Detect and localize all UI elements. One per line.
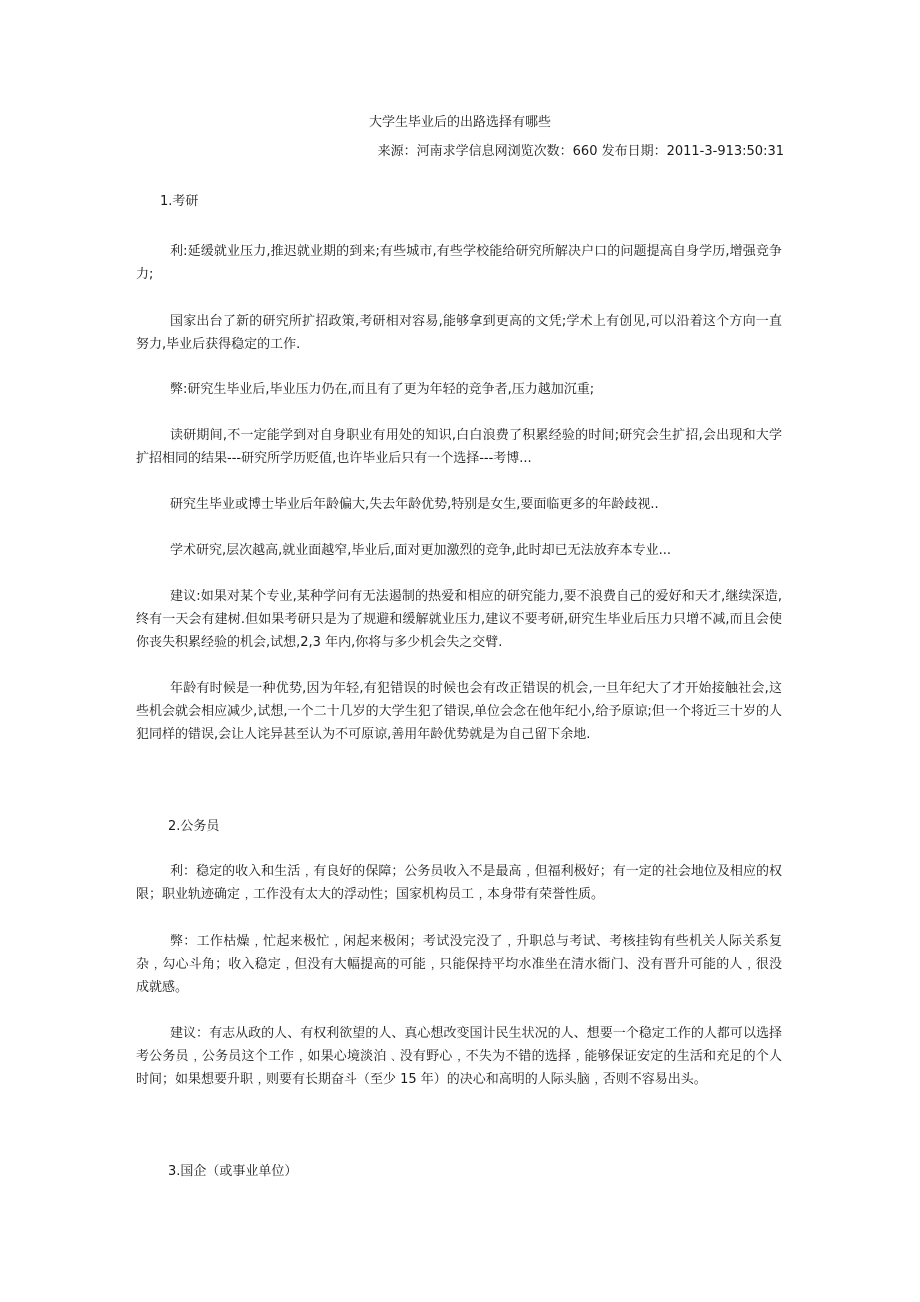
paragraph: 弊：工作枯燥﹐忙起来极忙﹐闲起来极闲；考试没完没了﹐升职总与考试、考核挂钩有些机关人际关系复杂﹐勾心斗角；收入稳定﹐但没有大幅提高的可能﹐只能保持平均水准坐在清水衙门、没有晋升可能的人﹐很没成就感。 <box>136 934 782 995</box>
paragraph: 建议:如果对某个专业,某种学问有无法遏制的热爱和相应的研究能力,要不浪费自己的爱好和天才,继续深造,终有一天会有建树.但如果考研只是为了规避和缓解就业压力,建议不要考研,研究生毕业后压力只增不减,而且会使你丧失积累经验的机会,试想,2,3 年内,你将与多少机会失之交臂. <box>136 589 782 650</box>
section-heading-gongwuyuan: 2.公务员 <box>168 819 220 834</box>
paragraph: 读研期间,不一定能学到对自身职业有用处的知识,白白浪费了积累经验的时间;研究会生扩招,会出现和大学扩招相同的结果---研究所学历贬值,也许毕业后只有一个选择---考博... <box>136 428 782 466</box>
paragraph: 建议：有志从政的人、有权利欲望的人、真心想改变国计民生状况的人、想要一个稳定工作的人都可以选择考公务员﹐公务员这个工作﹐如果心境淡泊﹑没有野心﹐不失为不错的选择﹐能够保证安定的生活和充足的个人时间；如果想要升职﹐则要有长期奋斗（至少 15 年）的决心和高明的人际头脑﹐否则不容易出头。 <box>136 1026 782 1087</box>
source-meta: 来源：河南求学信息网浏览次数：660 发布日期：2011-3-913:50:31 <box>377 144 784 159</box>
paragraph: 国家出台了新的研究所扩招政策,考研相对容易,能够拿到更高的文凭;学术上有创见,可以沿着这个方向一直努力,毕业后获得稳定的工作. <box>136 314 782 352</box>
paragraph: 弊:研究生毕业后,毕业压力仍在,而且有了更为年轻的竞争者,压力越加沉重; <box>170 382 595 397</box>
section-heading-guoqi: 3.国企（或事业单位） <box>168 1164 298 1179</box>
paragraph: 利:延缓就业压力,推迟就业期的到来;有些城市,有些学校能给研究所解决户口的问题提高自身学历,增强竞争力; <box>136 244 782 282</box>
paragraph: 研究生毕业或博士毕业后年龄偏大,失去年龄优势,特别是女生,要面临更多的年龄歧视.. <box>170 497 659 512</box>
page-title: 大学生毕业后的出路选择有哪些 <box>368 115 551 130</box>
paragraph: 利：稳定的收入和生活﹐有良好的保障；公务员收入不是最高﹐但福利极好；有一定的社会地位及相应的权限；职业轨迹确定﹐工作没有太大的浮动性；国家机构员工﹐本身带有荣誉性质。 <box>136 864 782 902</box>
section-heading-kaoyan: 1.考研 <box>160 194 199 209</box>
paragraph: 年龄有时候是一种优势,因为年轻,有犯错误的时候也会有改正错误的机会,一旦年纪大了才开始接触社会,这些机会就会相应减少,试想,一个二十几岁的大学生犯了错误,单位会念在他年纪小,给予原谅;但一个将近三十岁的人犯同样的错误,会让人诧异甚至认为不可原谅,善用年龄优势就是为自己留下余地. <box>136 681 782 742</box>
paragraph: 学术研究,层次越高,就业面越窄,毕业后,面对更加激烈的竞争,此时却已无法放弃本专业... <box>170 543 672 558</box>
